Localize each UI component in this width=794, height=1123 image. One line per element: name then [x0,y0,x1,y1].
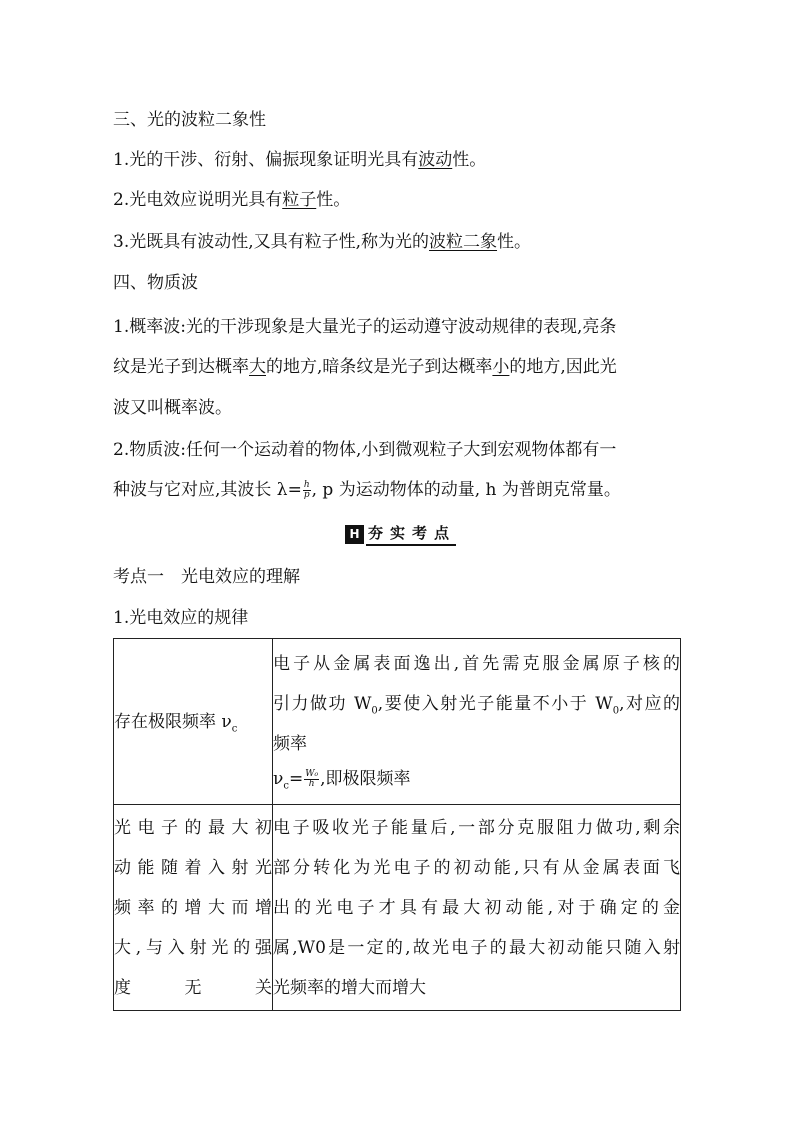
text-part: = [288,768,304,789]
item-text: 3.光既具有波动性,又具有粒子性,称为光的 [113,232,430,252]
item-text: 性。 [316,190,351,210]
cell-text: 属,W0是一定的,故光电子的最大初动能只随入射 [273,937,680,958]
answer-blank: 小 [492,357,510,377]
cell-text [273,764,680,800]
table-row [114,805,681,1011]
cell-text: 电子从金属表面逸出,首先需克服金属原子核的 [273,653,680,674]
matter-wave-line-1: 2.物质波:任何一个运动着的物体,小到微观粒子大到宏观物体都有一 [113,440,617,460]
text-part: ,要使入射光子能量不小于 W [377,693,613,714]
section-heading-wave-particle: 三、光的波粒二象性 [113,110,266,130]
matter-wave-line-2 [113,480,683,500]
cell-text: 存在极限频率 ν [114,711,232,732]
cell-text [273,684,680,724]
table-cell-right [273,639,681,805]
probability-wave-line-2 [113,357,683,377]
answer-blank: 波动 [418,150,453,170]
topic-subtitle: 1.光电效应的规律 [113,608,249,628]
cell-text: 光频率的增大而增大 [273,977,426,998]
item-text: 纹是光子到达概率 [113,357,249,377]
item-text: 2.光电效应说明光具有 [113,190,283,210]
answer-blank: 大 [249,357,266,377]
table-cell-right [273,805,681,1011]
cell-text: 电子吸收光子能量后,一部分克服阻力做功,剩余 [273,817,680,838]
threshold-fraction [304,770,319,789]
item-text: 种波与它对应,其波长 λ= [113,480,302,500]
photoelectric-rules-table [113,638,681,1011]
text-part: ν [273,768,284,789]
subscript: c [231,722,238,734]
item-text: 的地方,暗条纹是光子到达概率 [266,357,493,377]
banner-badge-icon: H [345,525,364,544]
fraction-numerator: W₀ [305,768,319,779]
fraction-numerator: h [303,480,310,490]
table-cell-left [114,805,273,1011]
item-text: 性。 [497,232,532,252]
text-part: ,对应的 [619,693,680,714]
cell-text: 光电子的最大初 [114,817,272,838]
subscript: 0 [371,704,378,716]
cell-text: 出的光电子才具有最大初动能,对于确定的金 [273,897,680,918]
probability-wave-line-1: 1.概率波:光的干涉现象是大量光子的运动遵守波动规律的表现,亮条 [113,317,617,337]
cell-text: 大,与入射光的强 [114,937,272,958]
fraction-denominator: h [308,778,315,789]
cell-text: 动能随着入射光 [114,857,272,878]
fraction-denominator: p [303,490,310,500]
text-part: 引力做功 W [273,693,372,714]
banner-title: 夯实考点 [366,522,456,546]
section-banner [345,523,456,545]
probability-wave-line-3: 波又叫概率波。 [113,398,232,418]
answer-blank: 粒子 [282,190,317,210]
item-text: , p 为运动物体的动量, h 为普朗克常量。 [311,480,621,500]
cell-text: 频率 [273,733,307,754]
topic-title: 考点一 光电效应的理解 [113,567,300,587]
wave-particle-item-1 [113,150,683,170]
cell-text: 度无关 [114,977,272,998]
item-text: 1.光的干涉、衍射、偏振现象证明光具有 [113,150,419,170]
section-heading-matter-wave: 四、物质波 [113,273,198,293]
text-part: ,即极限频率 [320,768,411,789]
item-text: 的地方,因此光 [509,357,617,377]
table-row [114,639,681,805]
cell-text: 部分转化为光电子的初动能,只有从金属表面飞 [273,857,680,878]
item-text: 性。 [452,150,487,170]
wave-particle-item-3 [113,232,683,252]
answer-blank: 波粒二象 [429,232,498,252]
table-cell-left [114,639,273,805]
wave-particle-item-2 [113,190,683,210]
subscript: 0 [612,704,620,716]
cell-text: 频率的增大而增 [114,897,272,918]
subscript: c [283,779,289,791]
wavelength-fraction [303,481,311,500]
